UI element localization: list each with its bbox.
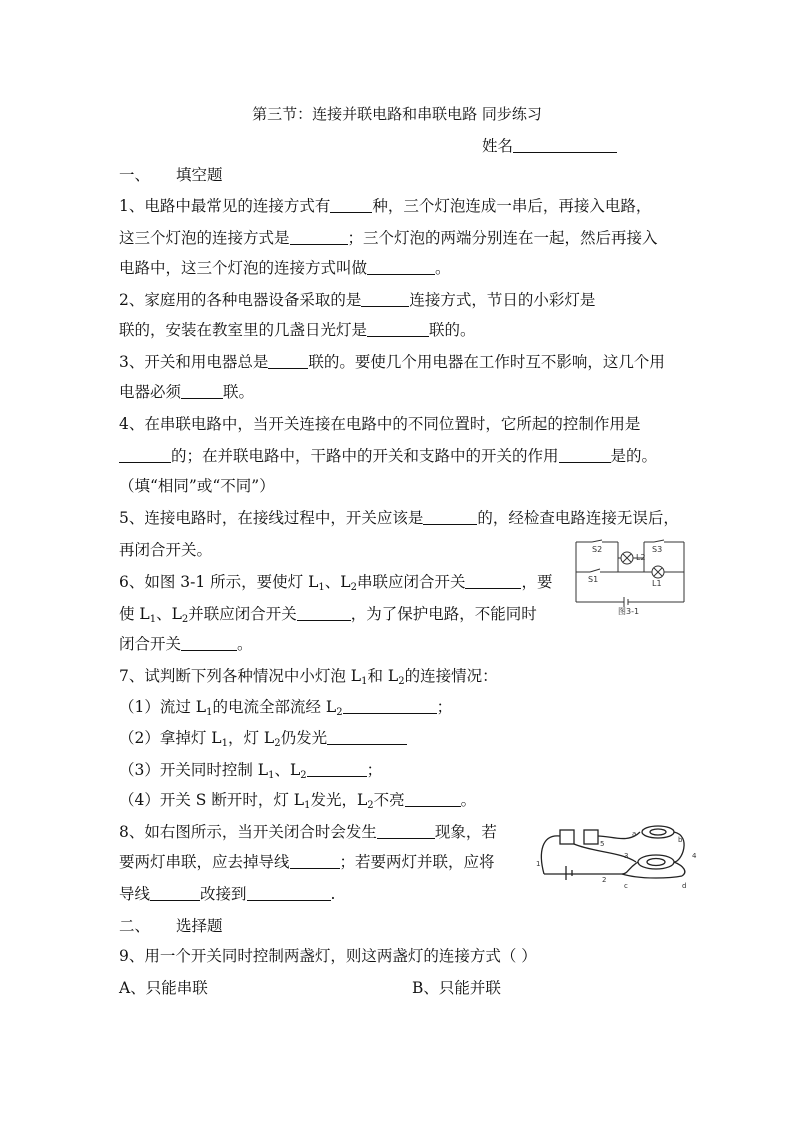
section-number: 一、	[119, 166, 151, 184]
q3-line-2	[119, 382, 254, 402]
q7-text: 。	[460, 791, 477, 809]
q6-sub: 1	[318, 582, 325, 593]
q8-text: ；若要两灯并联，应将	[339, 853, 495, 871]
q7-stem	[119, 666, 498, 692]
q6-text: ，要	[521, 573, 553, 591]
q7-blank-2[interactable]	[327, 728, 407, 745]
q8-blank-3[interactable]	[150, 884, 200, 901]
fig2-label-a: a	[632, 830, 637, 838]
q8-text: 8、如右图所示，当开关闭合时会发生	[119, 823, 377, 841]
q2-blank-2[interactable]	[367, 320, 429, 337]
q6-sub: 2	[181, 614, 189, 625]
q6-sub: 1	[149, 614, 157, 625]
q7-item-2	[119, 728, 407, 754]
q2-text: 联的，安装在教室里的几盏日光灯是	[119, 321, 368, 339]
circuit-figure-q8	[532, 822, 704, 894]
q6-text: 、L	[156, 605, 182, 623]
q7-sub: 2	[367, 800, 374, 811]
fig2-label-1: 1	[536, 860, 541, 868]
q7-text: （1）流过 L	[119, 698, 207, 716]
q8-line-3	[119, 884, 335, 904]
q6-text: 串联应闭合开关	[356, 573, 466, 591]
q3-blank-2[interactable]	[181, 382, 223, 399]
q6-text: 。	[237, 635, 253, 653]
fig-label-s1: S1	[588, 575, 599, 584]
q7-sub: 1	[221, 738, 228, 749]
q1-text: 。	[435, 259, 451, 277]
fig-caption: 图3-1	[618, 607, 640, 616]
q7-item-4	[119, 790, 476, 816]
q7-text: 的电流全部流经 L	[212, 698, 337, 716]
q7-text: ；	[436, 698, 453, 716]
q7-sub: 2	[300, 770, 307, 781]
q7-text: ，灯 L	[227, 729, 275, 747]
section-number: 二、	[119, 917, 151, 935]
q5-blank-1[interactable]	[423, 508, 477, 525]
q6-line-3	[119, 634, 253, 654]
q2-text: 2、家庭用的各种电器设备采取的是	[119, 291, 362, 309]
q6-text: 使 L	[119, 605, 150, 623]
q7-text: （2）拿掉灯 L	[119, 729, 222, 747]
q4-text: 的；在并联电路中，干路中的开关和支路中的开关的作用	[171, 447, 559, 465]
q7-sub: 2	[336, 707, 343, 718]
q8-blank-1[interactable]	[377, 822, 435, 839]
q6-text: 、L	[324, 573, 351, 591]
q7-blank-3[interactable]	[307, 760, 367, 777]
q2-text: 联的。	[429, 321, 476, 339]
q8-line-1	[119, 822, 497, 842]
q7-text: 和 L	[367, 667, 399, 685]
q6-text: 并联应闭合开关	[188, 605, 297, 623]
fig2-label-5: 5	[600, 840, 605, 848]
q9-option-a-label: A、只能串联	[119, 979, 208, 997]
q7-sub: 1	[361, 676, 368, 687]
q6-text: 闭合开关	[119, 635, 182, 653]
page-title: 第三节：连接并联电路和串联电路 同步练习	[252, 105, 542, 123]
q9-text: 9、用一个开关同时控制两盏灯，则这两盏灯的连接方式（ ）	[119, 947, 537, 965]
q6-text: ，为了保护电路，不能同时	[350, 605, 537, 623]
q7-text: 7、试判断下列各种情况中小灯泡 L	[119, 667, 362, 685]
q2-text: 连接方式，节日的小彩灯是	[409, 291, 596, 309]
q8-blank-4[interactable]	[247, 884, 331, 901]
fig-label-s2: S2	[592, 545, 603, 554]
section-label: 选择题	[176, 917, 223, 935]
q6-blank-2[interactable]	[297, 604, 351, 621]
q4-text: （填“相同”或“不同”）	[119, 477, 275, 495]
q9-option-b[interactable]	[412, 978, 501, 998]
q4-blank-1[interactable]	[119, 446, 171, 463]
q1-line-1	[119, 196, 651, 216]
q1-line-3	[119, 258, 451, 278]
q1-blank-3[interactable]	[367, 258, 435, 275]
q3-text: 电器必须	[119, 383, 182, 401]
q7-sub: 2	[398, 676, 405, 687]
q7-blank-1[interactable]	[343, 697, 437, 714]
q7-item-1	[119, 697, 452, 723]
q8-text: 导线	[119, 885, 151, 903]
name-field	[482, 134, 617, 156]
q3-text: 联的。要使几个用电器在工作时互不影响，这几个用	[308, 353, 665, 371]
section-heading-multiple-choice	[119, 914, 223, 936]
q1-line-2	[119, 228, 658, 248]
fig2-label-4: 4	[692, 852, 697, 860]
q1-blank-2[interactable]	[290, 228, 348, 245]
q2-line-1	[119, 290, 595, 310]
fig2-label-3: 3	[624, 852, 629, 860]
q1-text: 种，三个灯泡连成一串后，再接入电路，	[372, 197, 652, 215]
q7-sub: 1	[206, 707, 213, 718]
q1-blank-1[interactable]	[330, 196, 372, 213]
q2-blank-1[interactable]	[361, 290, 409, 307]
q6-blank-1[interactable]	[465, 572, 521, 589]
q7-sub: 1	[304, 800, 311, 811]
q7-blank-4[interactable]	[405, 790, 461, 807]
q2-line-2	[119, 320, 476, 340]
fig2-label-d: d	[682, 882, 687, 890]
q6-line-2	[119, 604, 537, 630]
q7-text: 不亮	[373, 791, 405, 809]
q1-text: 这三个灯泡的连接方式是	[119, 229, 290, 247]
q8-text: 现象，若	[434, 823, 497, 841]
q3-text: 联。	[223, 383, 255, 401]
q3-text: 3、开关和用电器总是	[119, 353, 269, 371]
q4-blank-2[interactable]	[559, 446, 611, 463]
q5-line-1	[119, 508, 679, 528]
q8-text: .	[330, 885, 336, 903]
q7-text: 的连接情况：	[404, 667, 498, 685]
name-blank[interactable]	[513, 136, 617, 153]
q3-blank-1[interactable]	[268, 352, 308, 369]
q7-item-3	[119, 760, 382, 786]
q7-text: （4）开关 S 断开时，灯 L	[119, 791, 305, 809]
q8-text: 要两灯串联，应去掉导线	[119, 853, 290, 871]
q7-sub: 1	[268, 770, 275, 781]
q9-option-b-label: B、只能并联	[412, 979, 501, 997]
name-label: 姓名	[482, 137, 514, 155]
fig2-label-b: b	[678, 836, 683, 844]
fig-label-s3: S3	[652, 545, 663, 554]
q5-text: 的，经检查电路连接无误后，	[477, 509, 679, 527]
q7-text: 、L	[274, 761, 301, 779]
q7-text: 发光，L	[310, 791, 368, 809]
fig-label-l2: L2	[636, 553, 646, 562]
q1-text: 电路中，这三个灯泡的连接方式叫做	[119, 259, 368, 277]
q6-sub: 2	[350, 582, 357, 593]
q6-blank-3[interactable]	[181, 634, 237, 651]
q5-text: 再闭合开关。	[119, 541, 213, 559]
q7-sub: 2	[274, 738, 281, 749]
q4-text: 4、在串联电路中，当开关连接在电路中的不同位置时，它所起的控制作用是	[119, 415, 641, 433]
fig-label-l1: L1	[652, 579, 662, 588]
q1-text: 1、电路中最常见的连接方式有	[119, 197, 331, 215]
fig2-label-2: 2	[602, 876, 607, 884]
section-heading-fill-blank	[119, 163, 223, 185]
q6-text: 6、如图 3-1 所示，要使灯 L	[119, 573, 319, 591]
q9-option-a[interactable]	[119, 978, 208, 998]
q8-text: 改接到	[200, 885, 247, 903]
q5-line-2	[119, 540, 212, 560]
q7-text: 仍发光	[280, 729, 328, 747]
q3-line-1	[119, 352, 665, 372]
q4-line-2	[119, 446, 657, 466]
q6-line-1	[119, 572, 552, 598]
q8-blank-2[interactable]	[290, 852, 340, 869]
q8-line-2	[119, 852, 495, 872]
q9-stem	[119, 946, 537, 966]
section-label: 填空题	[176, 166, 223, 184]
q7-text: （3）开关同时控制 L	[119, 761, 269, 779]
q4-line-3	[119, 476, 275, 496]
q7-text: ；	[366, 761, 383, 779]
circuit-figure-3-1	[572, 538, 692, 618]
q4-text: 是的。	[610, 447, 658, 465]
q1-text: ；三个灯泡的两端分别连在一起，然后再接入	[347, 229, 658, 247]
q4-line-1	[119, 414, 640, 434]
fig2-label-c: c	[624, 882, 628, 890]
q5-text: 5、连接电路时，在接线过程中，开关应该是	[119, 509, 424, 527]
